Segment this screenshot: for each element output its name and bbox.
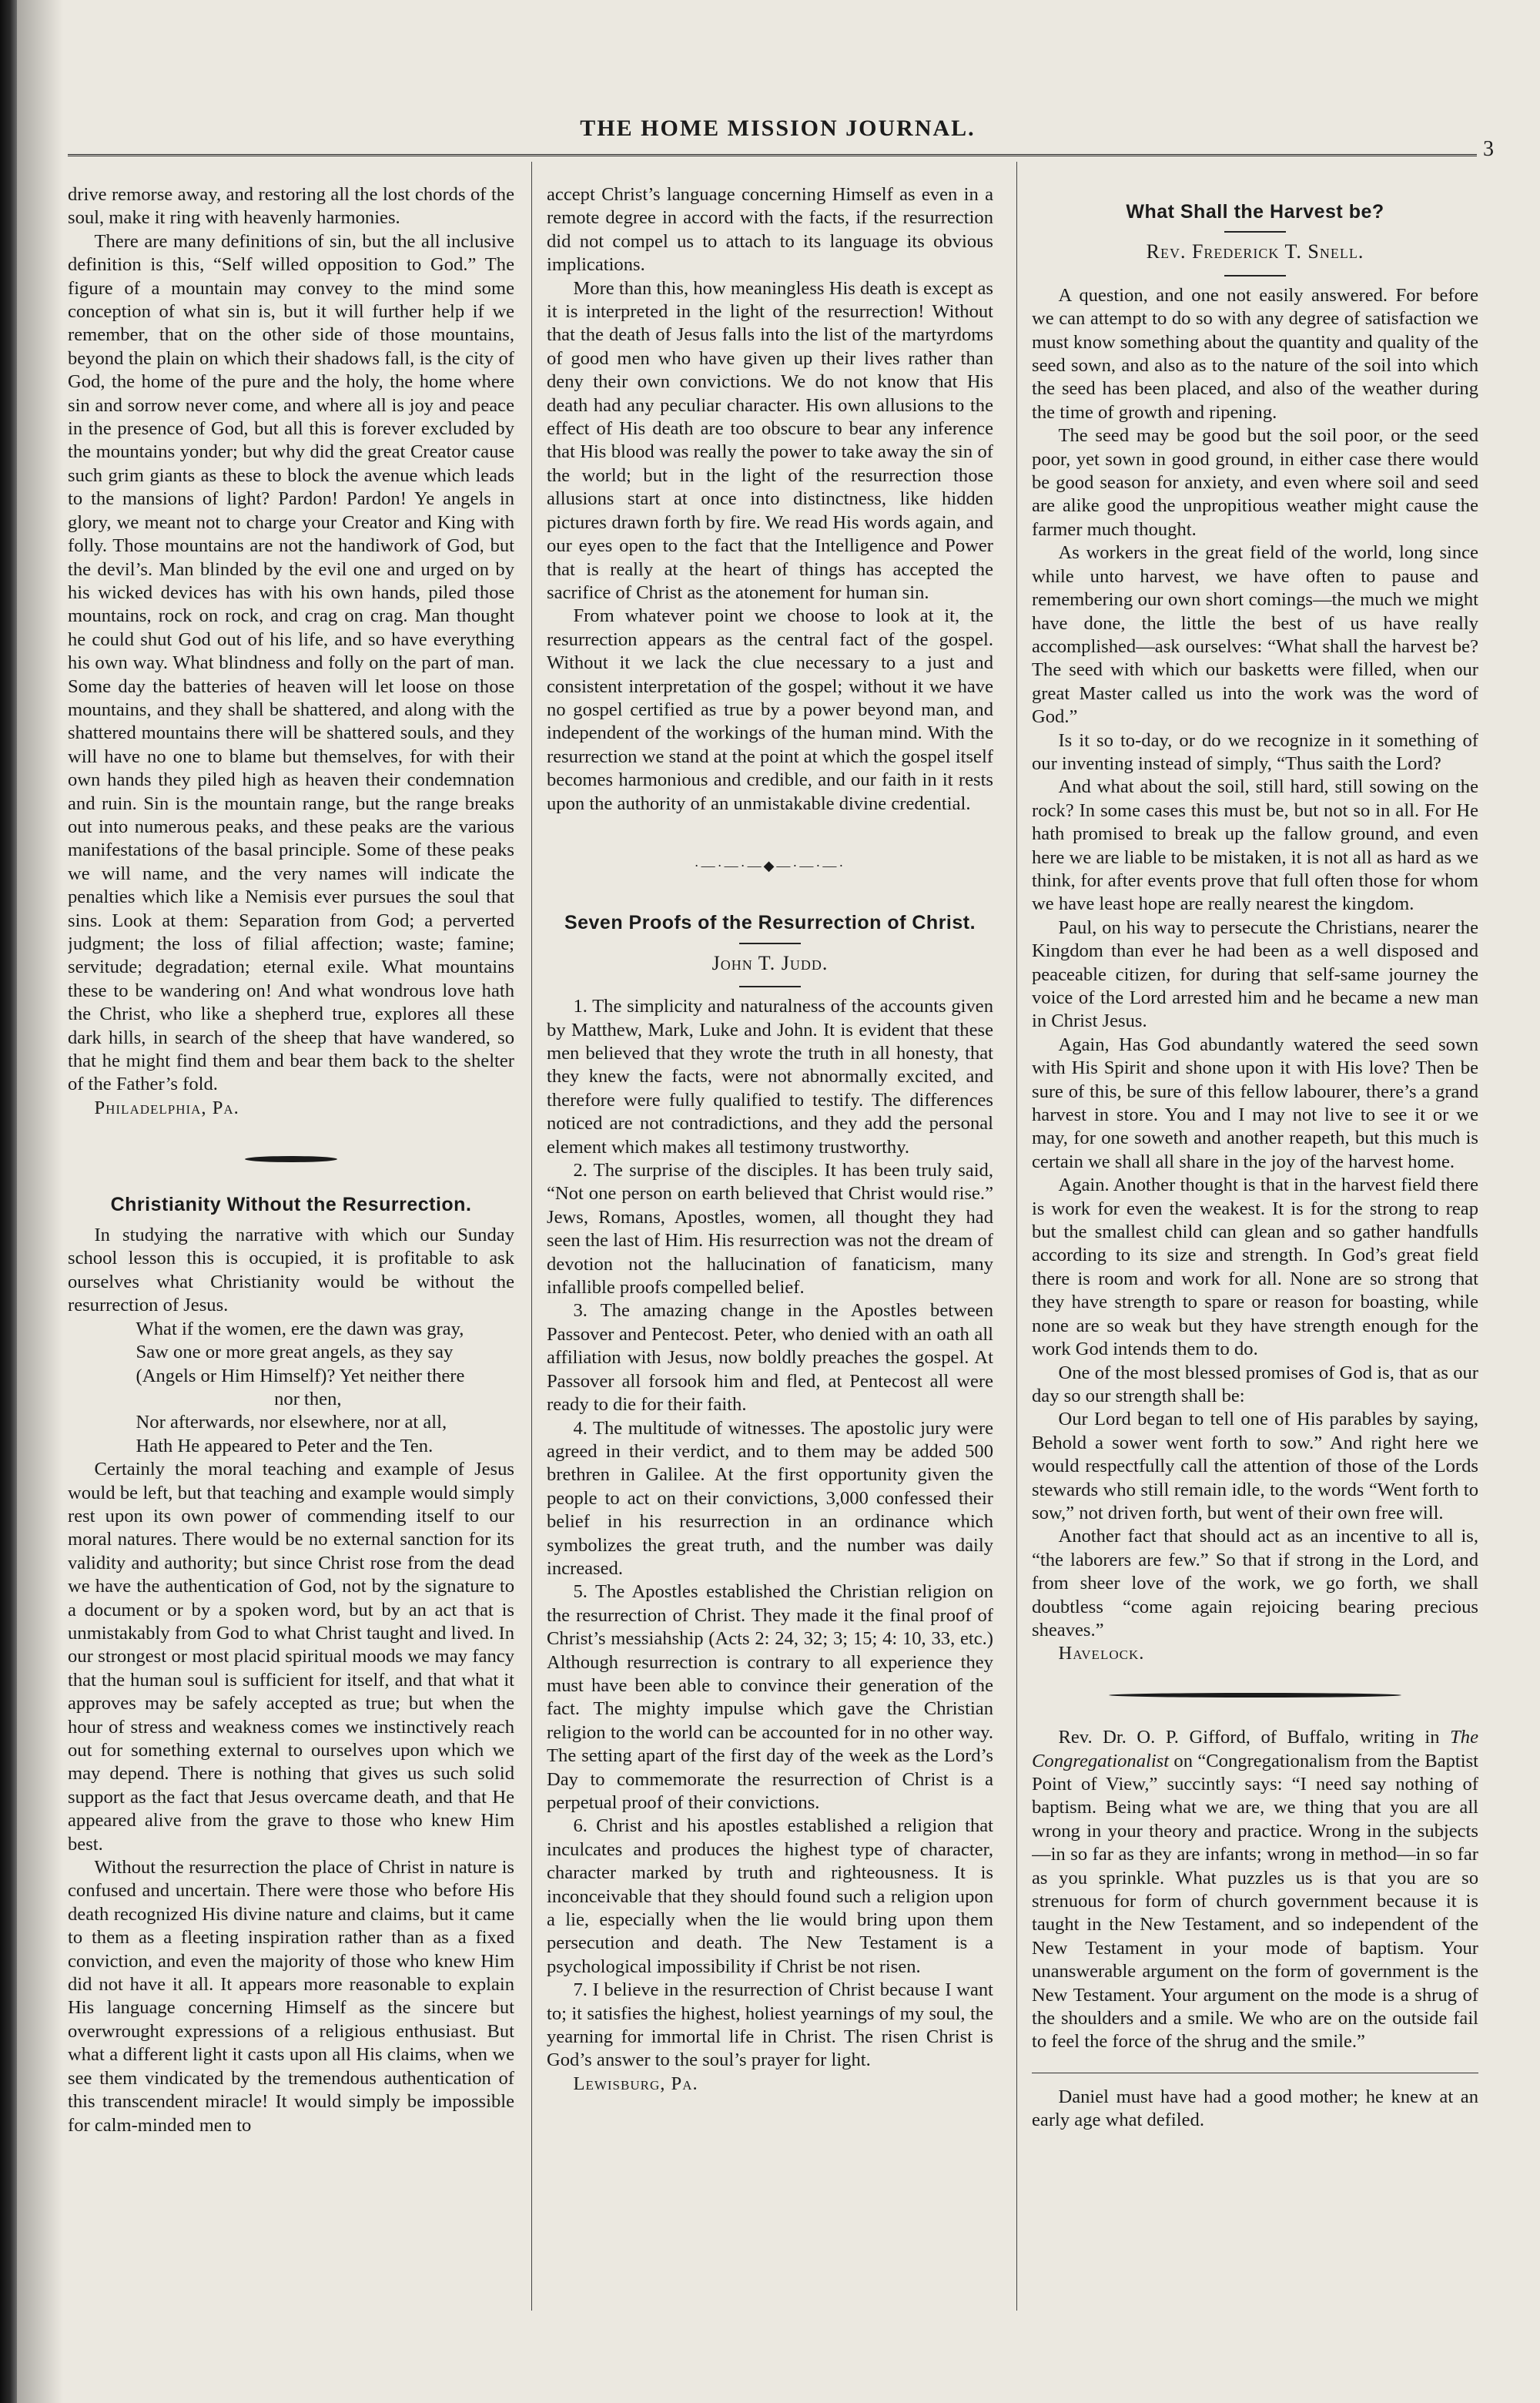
author-rule [1224,275,1286,276]
place-signature: Philadelphia, Pa. [94,1097,239,1118]
paragraph: From whatever point we choose to look at it, the resurrection appears as the central fact of the gospel. Without it we lack the clue necessary to a just and consistent interpretation of the gospel; without it we have no gospel certified as true by a power beyond man, and independent of the workings of the human mind. With the resurrection we stand at the point at which the gospel itself becomes harmonious and credible, and our faith in it rests upon the authority of an unmistakable divine credential. [547,605,993,814]
column-3 [1032,183,1478,2340]
proof-item: 6. Christ and his apostles established a religion that inculcates and produces the highest type of character, character marked by truth and righteousness. It is inconceivable that they should found such a religion upon a lie, especially when the lie would bring upon them persecution and death. The New Testament is a psychological impossibility if Christ be not risen. [547,1815,993,1977]
verse-line: Saw one or more great angels, as they say [136,1342,454,1363]
binding-shadow [17,0,63,2403]
paragraph: Certainly the moral teaching and example of Jesus would be left, but that teaching and example would simply rest upon its own power of commending itself to our moral natures. There would be no external sanction for its validity and authority; but since Christ rose from the dead we have the authentication of God, not by the signature to a document or by a spoken word, but by an act that is unmistakably from God to what Christ taught and lived. In our strongest or most placid spiritual moods we may fancy that the human soul is sufficient for itself, and that what it approves may be safely accepted as true; but when the hour of stress and weakness comes we instinctively reach out for something external to ourselves upon which we may depend. There is nothing that gives us such solid support as the fact that Jesus overcame death, and that He appeared alive from the grave to those who knew Him best. [68,1459,514,1855]
column-1 [68,183,514,2340]
section-ornament [1032,1683,1478,1706]
section-ornament [68,1146,514,1169]
section-ornament [547,854,993,877]
paragraph: In studying the narrative with which our Sunday school lesson this is occupied, it is profitable to ask ourselves what Christianity would be without the resurrection of Jesus. [68,1225,514,1316]
proof-item: 7. I believe in the resurrection of Christ because I want to; it satisfies the highest, holiest yearnings of my soul, the yearning for immortal life in Christ. The risen Christ is God’s answer to the soul’s prayer for light. [547,1979,993,2071]
binding-edge [0,0,17,2403]
ornament-bar [1109,1693,1401,1698]
journal-title: THE HOME MISSION JOURNAL. [580,116,976,141]
paragraph: As workers in the great field of the world, long since while unto harvest, we have often to pause and remembering our own short comings—the much we might have done, the little the best of us have really accomplished—ask ourselves: “What shall the harvest be? The seed with which our basketts were filled, when our great Master called us into the work was the word of God.” [1032,542,1478,728]
verse-line: Nor afterwards, nor elsewhere, nor at all, [136,1412,447,1433]
paragraph: accept Christ’s language concerning Himself as even in a remote degree in accord with the facts, if the resurrection did not compel us to attach to its language its obvious implications. [547,184,993,276]
header-rule [68,154,1477,156]
title-rule [739,943,801,944]
text-run: on “Congregationalism from the Baptist Point of View,” succintly says: “I need say nothing of baptism. Being what we are, we thing that you are all wrong in your theory and practice. Wrong in the subjects—in so far as they are infants; wrong in method—in so far as you sprinkle. What puzzles us is that you are so strenuous for form of church government because it is taught in the New Testament, and so independent of the New Testament in your mode of baptism. Your unanswerable argument on the form of government is the New Testament. Your argument on the mode is a shrug of the shoulders and a smile. We who are on the outside fail to feel the force of the shrug and the smile.” [1032,1750,1478,2053]
paragraph: Our Lord began to tell one of His parables by saying, Behold a sower went forth to sow.” And right here we would respectfully call the attention of those of the Lords stewards who still remain idle, to the words “Went forth to sow,” not driven forth, but went of their own free will. [1032,1409,1478,1523]
page-header [62,116,1494,161]
paragraph: drive remorse away, and restoring all the lost chords of the soul, make it ring with heavenly harmonies. [68,184,514,229]
ornament-dots: ·—·—·—◆—·—·—· [694,857,846,873]
paragraph: Again, Has God abundantly watered the seed sown with His Spirit and shone upon it with His love? Then be sure of this, be sure of this fellow labourer, there’s a grand harvest in store. You and I may not live to see it or we may, for one soweth and another reapeth, but this much is certain we shall all share in the joy of the harvest home. [1032,1034,1478,1172]
paragraph: The seed may be good but the soil poor, or the seed poor, yet sown in good ground, in either case there would be good season for anxiety, and even where soil and seed are alike good the unpropitious weather might cause the farmer much thought. [1032,425,1478,540]
publication-title: The Congregationalist [1032,1727,1478,1771]
verse-line: What if the women, ere the dawn was gray, [136,1318,464,1339]
paragraph: Again. Another thought is that in the harvest field there is work for even the weakest. It is for the strong to reap but the smallest child can glean and so gather handfulls according to its size and strength. In God’s great field there is room and work for all. None are so strong that they have strength to spare or reason for boasting, while none are so weak but they have strength enough for the work God intends them to do. [1032,1175,1478,1360]
article-title: Christianity Without the Resurrection. [110,1193,472,1215]
signature: Havelock. [1058,1643,1145,1664]
author-rule [739,986,801,987]
paragraph: One of the most blessed promises of God is, that as our day so our strength shall be: [1032,1362,1478,1406]
verse-line: (Angels or Him Himself)? Yet neither there [136,1365,465,1386]
proof-item: 4. The multitude of witnesses. The apostolic jury were agreed in their verdict, and to them may be added 500 brethren in Galilee. At the first opportunity given the people to act on their convictions, 3,000 confessed their belief in his resurrection in an ordinance which symbolizes the great truth, and the number was daily increased. [547,1417,993,1579]
column-2 [547,183,993,2340]
verse-line: Hath He appeared to Peter and the Ten. [136,1435,434,1456]
paragraph: And what about the soil, still hard, still sowing on the rock? In some cases this must be, but not so in all. For He hath promised to break up the fallow ground, and even here we are liable to be mistaken, it is not all as hard as we think, for after events prove that full often those for whom we have least hope are really nearest the kingdom. [1032,776,1478,915]
paragraph [1032,1726,1478,2054]
proof-item: 3. The amazing change in the Apostles between Passover and Pentecost. Peter, who denied with an oath all affiliation with Jesus, now boldly preaches the gospel. At Passover all forsook him and fled, at Pentecost all were ready to die for their faith. [547,1300,993,1416]
paragraph: There are many definitions of sin, but the all inclusive definition is this, “Self willed opposition to God.” The figure of a mountain may convey to the mind some conception of what sin is, but it will further help if we remember, that on the other side of those mountains, beyond the plain on which their shadows fall, is the city of God, the home of the pure and the holy, the home where sin and sorrow never come, and where all is joy and peace in the presence of God, but all this is forever excluded by the mountains yonder; but why did the great Creator cause such grim giants as these to block the avenue which leads to the mansions of light? Pardon! Pardon! Ye angels in glory, we meant not to charge your Creator and King with folly. Those mountains are not the handiwork of God, but the devil’s. Man blinded by the evil one and urged on by his wicked devices has with his own hands, piled those mountains, rock on rock, and crag on crag. Man thought he could shut God out of his life, and so have everything his own way. What blindness and folly on the part of man. Some day the batteries of heaven will let loose on those mountains, and they shall be shattered, and along with the shattered mountains there will be shattered souls, and they will have no one to blame but themselves, for with their own hands they piled high as heaven their condemnation and ruin. Sin is the mountain range, but the range breaks out into numerous peaks, and these peaks are the various manifestations of the basal principle. Some of these peaks we will name, and the very names will indicate the penalties which like a Nemisis ever pursues the soul that sins. Look at them: Separation from God; a perverted judgment; the loss of filial affection; waste; famine; servitude; degradation; eternal exile. What mountains these to be wandering on! And what wondrous love hath the Christ, who like a shepherd true, explores all these dark hills, in search of the sheep that have wandered, so that he might find them and bear them back to the shelter of the Father’s fold. [68,230,514,1095]
text-run: Rev. Dr. O. P. Gifford, of Buffalo, writing in [1058,1727,1451,1748]
article-author: John T. Judd. [711,951,829,974]
paragraph: More than this, how meaningless His death is except as it is interpreted in the light of the resurrection! Without that the death of Jesus falls into the list of the martyrdoms of good men who have given up their lives rather than deny their own convictions. We do not know that His death had any peculiar character. His own allusions to the effect of His death are too obscure to bear any inference that His blood was really the power to take away the sin of the world; but in the light of the resurrection those allusions start at once into distinctness, like hidden pictures drawn forth by fire. We read His words again, and our eyes open to the fact that the Intelligence and Power that is really at the heart of things has accepted the sacrifice of Christ as the atonement for human sin. [547,277,993,603]
article-title: Seven Proofs of the Resurrection of Christ. [564,912,976,934]
column-divider [1016,162,1017,2311]
article-author: Rev. Frederick T. Snell. [1146,240,1364,263]
page-number: 3 [1483,137,1494,161]
article-title: What Shall the Harvest be? [1126,201,1384,223]
column-divider [531,162,532,2311]
proof-item: 1. The simplicity and naturalness of the accounts given by Matthew, Mark, Luke and John. It is evident that these men believed that they wrote the truth in all honesty, that they knew the facts, were not abnormally excited, and therefore were fully qualified to testify. The differences noticed are not contradictions, and they add the personal element which makes all testimony trustworthy. [547,996,993,1158]
paragraph: Paul, on his way to persecute the Christians, nearer the Kingdom than ever he had been as a well disposed and peaceable citizen, for during that self-same journey the voice of the Lord arrested him and he became a new man in Christ Jesus. [1032,917,1478,1032]
proof-item: 2. The surprise of the disciples. It has been truly said, “Not one person on earth believed that Christ would rise.” Jews, Romans, Apostles, women, all thought they had seen the last of Him. His resurrection was not the dream of devotion not the hallucination of fanaticism, many infallible proofs compelled belief. [547,1160,993,1299]
title-rule [1224,231,1286,233]
paragraph: Is it so to-day, or do we recognize in it something of our inventing instead of simply, “Thus saith the Lord? [1032,729,1478,774]
closing-note: Daniel must have had a good mother; he knew at an early age what defiled. [1032,2086,1478,2131]
paragraph: A question, and one not easily answered. For before we can attempt to do so with any degree of satisfaction we must know something about the quantity and quality of the seed sown, and also as to the nature of the soil into which the seed has been placed, and also of the weather during the time of growth and ripening. [1032,284,1478,423]
verse-line: nor then, [274,1388,342,1409]
paragraph: Without the resurrection the place of Christ in nature is confused and uncertain. There were those who before His death recognized His divine nature and claims, but it came to them as a fleeting inspiration rather than as a fixed conviction, and even the majority of those who knew Him did not have it all. It appears more reasonable to explain His language concerning Himself as the sincere but overwrought expressions of a religious enthusiast. But what a different light it casts upon all His claims, when we see them vindicated by the tremendous authentication of this transcendent miracle! It would simply be impossible for calm-minded men to [68,1857,514,2136]
paragraph: Another fact that should act as an incentive to all is, “the laborers are few.” So that if strong in the Lord, and from sheer love of the work, we go forth, we shall doubtless “come again rejoicing bearing precious sheaves.” [1032,1526,1478,1641]
proof-item: 5. The Apostles established the Christian religion on the resurrection of Christ. They made it the final proof of Christ’s messiahship (Acts 2: 24, 32; 3; 15; 4: 10, 33, etc.) Although resurrection is contrary to all experience they must have been able to convince their generation of the fact. The mighty impulse which gave the Christian religion to the world can be accounted for in no other way. The setting apart of the first day of the week as the Lord’s Day to commemorate the resurrection of Christ is a perpetual proof of their convictions. [547,1581,993,1813]
ornament-bar [245,1156,337,1162]
place-signature: Lewisburg, Pa. [573,2073,698,2094]
